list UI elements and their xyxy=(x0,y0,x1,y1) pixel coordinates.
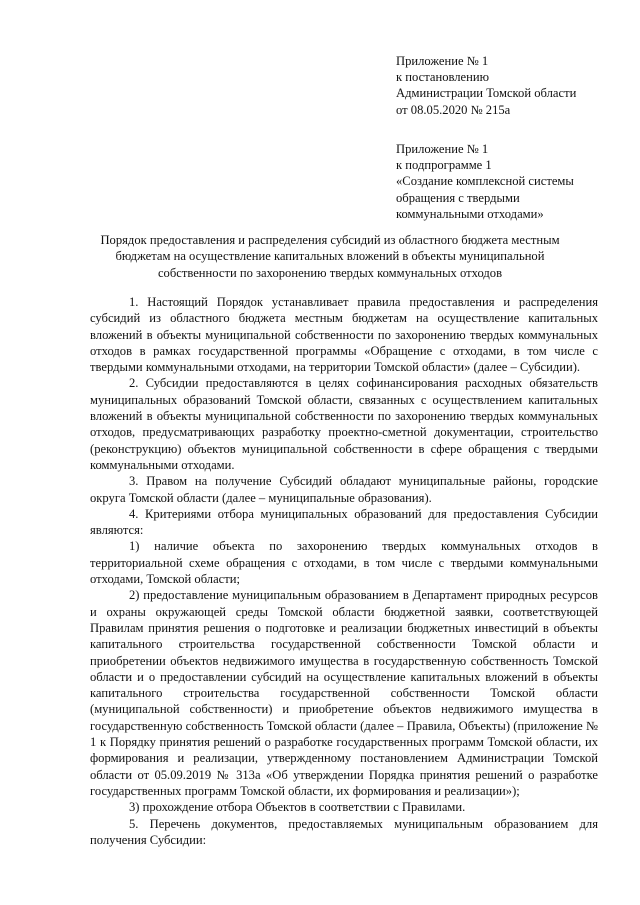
paragraph-4: 4. Критериями отбора муниципальных образований для предоставления Субсидии являются: xyxy=(90,506,598,538)
attachment-2-line-5: коммунальными отходами» xyxy=(396,206,544,221)
document-title xyxy=(60,232,600,281)
paragraph-1: 1. Настоящий Порядок устанавливает правила предоставления и распределения субсидий из областного бюджета местным бюджетам на осуществление капитальных вложений в объекты муниципальной собственности по захоронению твердых коммунальных отходов в рамках государственной программы «Обращение с отходами, в том числе с твердыми коммунальными отходами, на территории Томской области» (далее – Субсидии). xyxy=(90,295,598,375)
attachment-to-resolution xyxy=(396,53,626,118)
attachment-1-line-1: Приложение № 1 xyxy=(396,54,489,68)
paragraph-2: 2. Субсидии предоставляются в целях софинансирования расходных обязательств муниципальных образований Томской области, связанных с осуществлением капитальных вложений в объекты муниципальной собственности по захоронению твердых коммунальных отходов, предусматривающих разработку проектно-сметной документации, строительство (реконструкцию) объектов муниципальной собственности в сфере обращения с твердыми коммунальными отходами. xyxy=(90,376,598,472)
title-line-3: собственности по захоронению твердых коммунальных отходов xyxy=(157,265,503,280)
paragraph-3: 3. Правом на получение Субсидий обладают муниципальные районы, городские округа Томской области (далее – муниципальные образования). xyxy=(90,474,598,505)
title-line-2: бюджетам на осуществление капитальных вложений в объекты муниципальной xyxy=(115,249,545,264)
document-body xyxy=(90,294,598,848)
paragraph-5: 5. Перечень документов, предоставляемых муниципальным образованием для получения Субсидии: xyxy=(90,816,598,847)
attachment-2-line-4: обращения с твердыми xyxy=(396,190,520,205)
attachment-2-line-3: «Создание комплексной системы xyxy=(396,174,574,189)
attachment-2-line-2: к подпрограмме 1 xyxy=(396,158,492,173)
attachment-1-line-3: Администрации Томской области xyxy=(396,86,577,101)
paragraph-4-item-3: 3) прохождение отбора Объектов в соответствии с Правилами. xyxy=(129,800,466,815)
title-line-1: Порядок предоставления и распределения субсидий из областного бюджета местным xyxy=(100,233,560,247)
paragraph-4-item-1: 1) наличие объекта по захоронению твердых коммунальных отходов в территориальной схеме обращения с отходами, в том числе с твердыми коммунальными отходами, Томской области; xyxy=(90,539,598,587)
attachment-2-line-1: Приложение № 1 xyxy=(396,142,489,156)
attachment-1-line-2: к постановлению xyxy=(396,70,490,85)
attachment-1-line-4: от 08.05.2020 № 215а xyxy=(396,102,511,117)
paragraph-4-item-2: 2) предоставление муниципальным образованием в Департамент природных ресурсов и охраны окружающей среды Томской области бюджетной заявки, соответствующей Правилам принятия решения о подготовке и реализации бюджетных инвестиций в объекты капитального строительства государственной собственности Томской области и приобретении объектов недвижимого имущества в государственную собственность Томской области и о предоставлении субсидий на осуществление капитальных вложений в объекты капитального строительства государственной собственности Томской области (муниципальной собственности) и приобретение объектов недвижимого имущества в государственную собственность Томской области (далее – Правила, Объекты) (приложение № 1 к Порядку принятия решений о разработке государственных программ Томской области, их формирования и реализации, утвержденному постановлением Администрации Томской области от 05.09.2019 № 313а «Об утверждении Порядка принятия решений о разработке государственных программ Томской области, их формирования и реализации»); xyxy=(90,588,598,798)
attachment-to-subprogram xyxy=(396,141,626,222)
